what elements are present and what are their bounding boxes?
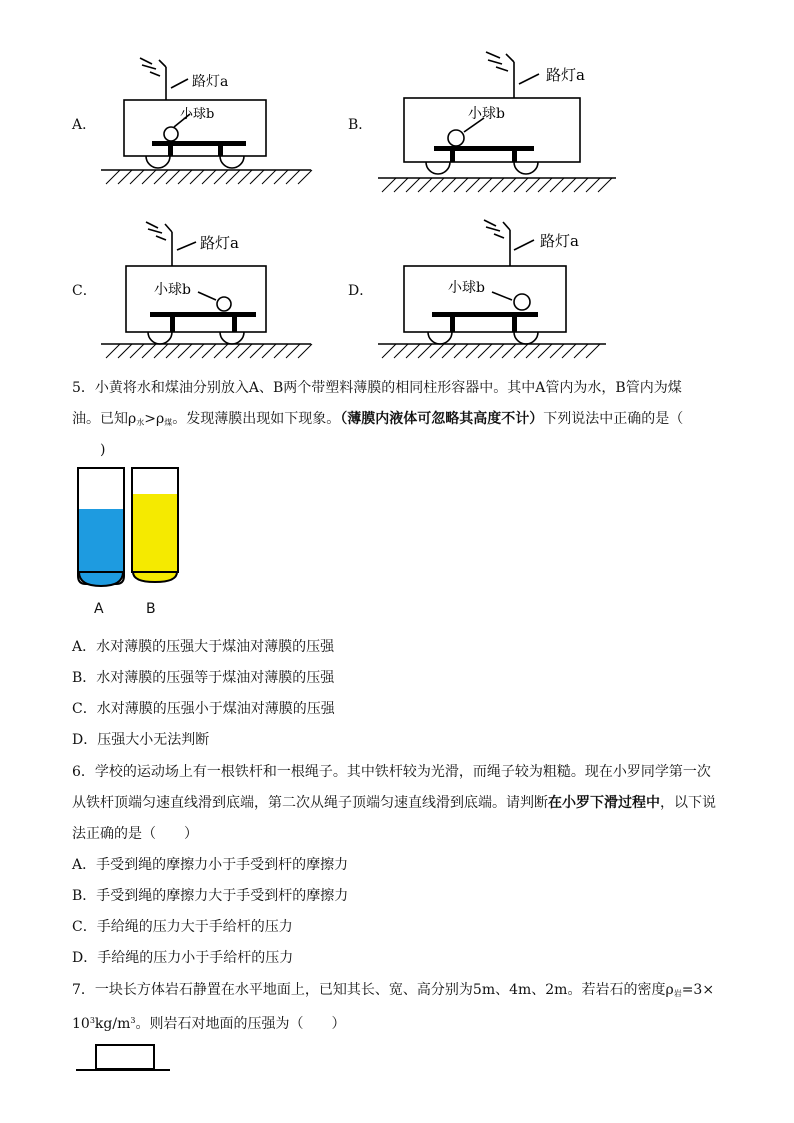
q5-option-d: D．压强大小无法判断 bbox=[72, 732, 210, 748]
q6-stem-line-2: 从铁杆顶端匀速直线滑到底端，第二次从绳子顶端匀速直线滑到底端。请判断在小罗下滑过程中，以下说 bbox=[72, 795, 716, 811]
q4-figure-c bbox=[96, 214, 316, 360]
q6-stem-line-3: 法正确的是（ ） bbox=[72, 826, 198, 842]
q5-option-c: C．水对薄膜的压强小于煤油对薄膜的压强 bbox=[72, 701, 335, 717]
q6-stem-line-1: 6．学校的运动场上有一根铁杆和一根绳子。其中铁杆较为光滑，而绳子较为粗糙。现在小罗同学第一次 bbox=[72, 764, 711, 780]
oil-fill bbox=[133, 494, 177, 572]
q5-stem-line-1: 5．小黄将水和煤油分别放入A、B两个带塑料薄膜的相同柱形容器中。其中A管内为水，B管内为煤 bbox=[72, 380, 682, 396]
q4-option-a-letter: A． bbox=[72, 117, 97, 133]
q5-option-a: A．水对薄膜的压强大于煤油对薄膜的压强 bbox=[72, 639, 335, 655]
ball-label-d: 小球b bbox=[448, 280, 485, 296]
ball-label-a: 小球b bbox=[180, 107, 215, 122]
q6-option-a: A．手受到绳的摩擦力小于手受到杆的摩擦力 bbox=[72, 857, 349, 873]
water-fill bbox=[79, 509, 123, 572]
tube-a-label: A bbox=[94, 601, 104, 617]
q4-option-d-letter: D． bbox=[348, 283, 374, 299]
ball-label-c: 小球b bbox=[154, 282, 191, 298]
q6-option-c: C．手给绳的压力大于手给杆的压力 bbox=[72, 919, 293, 935]
q6-option-b: B．手受到绳的摩擦力大于手受到杆的摩擦力 bbox=[72, 888, 349, 904]
q7-stem-line-2: $10^3kg/m^3$。则岩石对地面的压强为（ ） bbox=[72, 1016, 346, 1032]
q4-figure-d bbox=[374, 212, 610, 362]
q7-rock-figure bbox=[74, 1042, 174, 1076]
q5-option-b: B．水对薄膜的压强等于煤油对薄膜的压强 bbox=[72, 670, 335, 686]
q5-stem-line-2: 油。已知$\rho_水>\rho_煤$。发现薄膜出现如下现象。（薄膜内液体可忽略其高度不计）下列说法中正确的是（ bbox=[72, 411, 684, 427]
lamp-label-a: 路灯a bbox=[192, 74, 229, 90]
lamp-label-d: 路灯a bbox=[540, 232, 579, 250]
q4-figure-b bbox=[374, 44, 624, 194]
lamp-label-b: 路灯a bbox=[546, 66, 585, 84]
q5-tubes-figure bbox=[74, 464, 184, 590]
ball-label-b: 小球b bbox=[468, 106, 505, 122]
tube-b-label: B bbox=[146, 601, 156, 617]
q4-figure-a bbox=[96, 52, 316, 192]
q5-stem-line-3: ) bbox=[100, 442, 106, 458]
lamp-label-c: 路灯a bbox=[200, 234, 239, 252]
q6-option-d: D．手给绳的压力小于手给杆的压力 bbox=[72, 950, 294, 966]
q4-option-b-letter: B． bbox=[348, 117, 373, 133]
q4-option-c-letter: C． bbox=[72, 283, 97, 299]
q7-stem-line-1: 7．一块长方体岩石静置在水平地面上，已知其长、宽、高分别为5m、4m、2m。若岩石的密度$\rho_岩=3\times$ bbox=[72, 982, 715, 998]
